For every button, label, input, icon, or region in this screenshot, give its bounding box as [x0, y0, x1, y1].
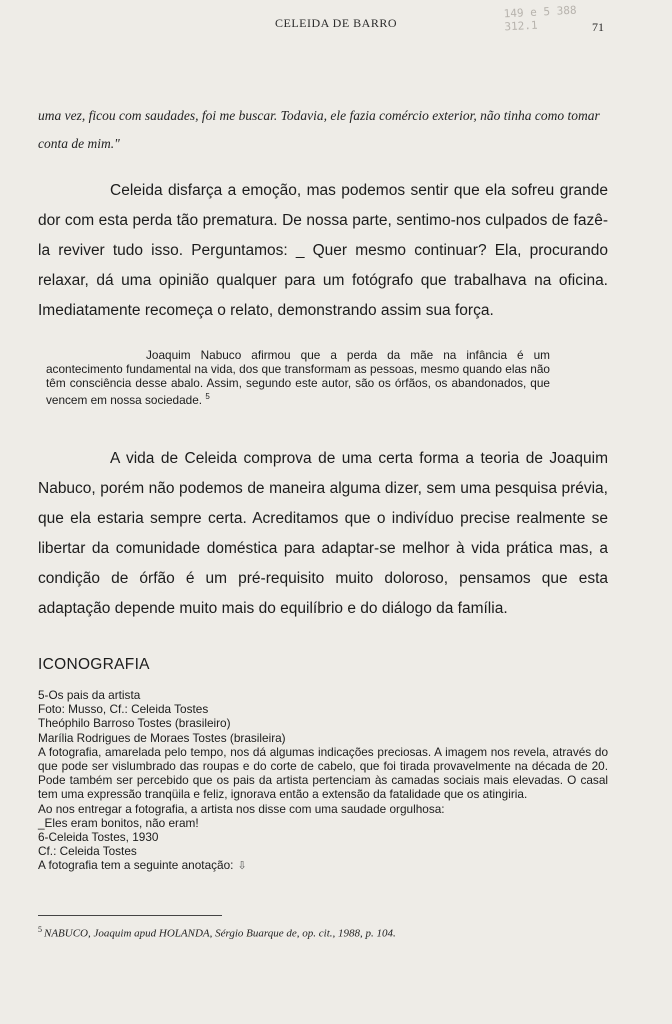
- block-quote-text: Joaquim Nabuco afirmou que a perda da mãe na infância é um acontecimento fundamental na vida, dos que transformam as pessoas, mesmo quando elas não têm consciência desse abalo. Assim, segundo este autor, são os órfãos, os abandonados, que vencem em nossa sociedade.: [46, 348, 550, 407]
- body-paragraph-2: A vida de Celeida comprova de uma certa forma a teoria de Joaquim Nabuco, porém não podemos de maneira alguma dizer, sem uma pesquisa prévia, que ela estaria sempre certa. Acreditamos que o indivíduo precise realmente se libertar da comunidade doméstica para adaptar-se melhor à vida prática mas, a condição de órfão é um pré-requisito muito doloroso, pensamos que esta adaptação depende muito mais do equilíbrio e do diálogo da família.: [38, 450, 608, 617]
- running-head: CELEIDA DE BARRO: [275, 16, 397, 30]
- person-name: Marília Rodrigues de Moraes Tostes (brasileira): [38, 730, 286, 745]
- quote-intro: Ao nos entregar a fotografia, a artista nos disse com uma saudade orgulhosa:: [38, 801, 445, 816]
- pencil-annotation-line: 312.1: [504, 18, 538, 34]
- photo-description: A fotografia, amarelada pelo tempo, nos dá algumas indicações preciosas. A imagem nos revela, através do que pode ser vislumbrado das roupas e do corte de cabelo, que foi tirada provavelmente na década de 20. Pode também ser percebido que os pais da artista pertenciam às camadas sociais mais elevadas. O casal tem uma expressão tranqüila e feliz, ignorava então a extensão da fatalidade que os atingiria.: [38, 744, 608, 802]
- arrow-down-icon: ⇩: [237, 860, 247, 873]
- body-paragraph-1: Celeida disfarça a emoção, mas podemos sentir que ela sofreu grande dor com esta perda tão prematura. De nossa parte, sentimo-nos culpados de fazê-la reviver tudo isso. Perguntamos: _ Quer mesmo continuar? Ela, procurando relaxar, dá uma opinião qualquer para um fotógrafo que trabalhava na oficina. Imediatamente recomeça o relato, demonstrando assim sua força.: [38, 182, 608, 319]
- photo-credit: Cf.: Celeida Tostes: [38, 844, 137, 859]
- photo-credit: Foto: Musso, Cf.: Celeida Tostes: [38, 702, 209, 717]
- caption-title: 6-Celeida Tostes, 1930: [38, 830, 159, 845]
- footnote-reference[interactable]: 5: [205, 392, 210, 401]
- annotation-line: [38, 858, 608, 873]
- iconography-captions: [38, 688, 608, 874]
- pencil-annotation-line: 149 e 5 388: [503, 3, 577, 21]
- person-name: Theóphilo Barroso Tostes (brasileiro): [38, 716, 231, 731]
- page-number: 71: [592, 20, 604, 34]
- footnote-text: NABUCO, Joaquim apud HOLANDA, Sérgio Buarque de, op. cit., 1988, p. 104.: [44, 927, 396, 940]
- quote-continuation: uma vez, ficou com saudades, foi me buscar. Todavia, ele fazia comércio exterior, não tinha como tomar conta de mim.": [38, 107, 600, 151]
- caption-title: 5-Os pais da artista: [38, 688, 141, 702]
- footnote-number: 5: [38, 925, 42, 934]
- footnote: [38, 925, 598, 940]
- artist-quote: _Eles eram bonitos, não eram!: [38, 815, 199, 830]
- footnote-divider: [38, 915, 222, 916]
- block-quote: [46, 348, 550, 407]
- annotation-text: A fotografia tem a seguinte anotação:: [38, 858, 234, 873]
- section-heading: ICONOGRAFIA: [38, 656, 150, 673]
